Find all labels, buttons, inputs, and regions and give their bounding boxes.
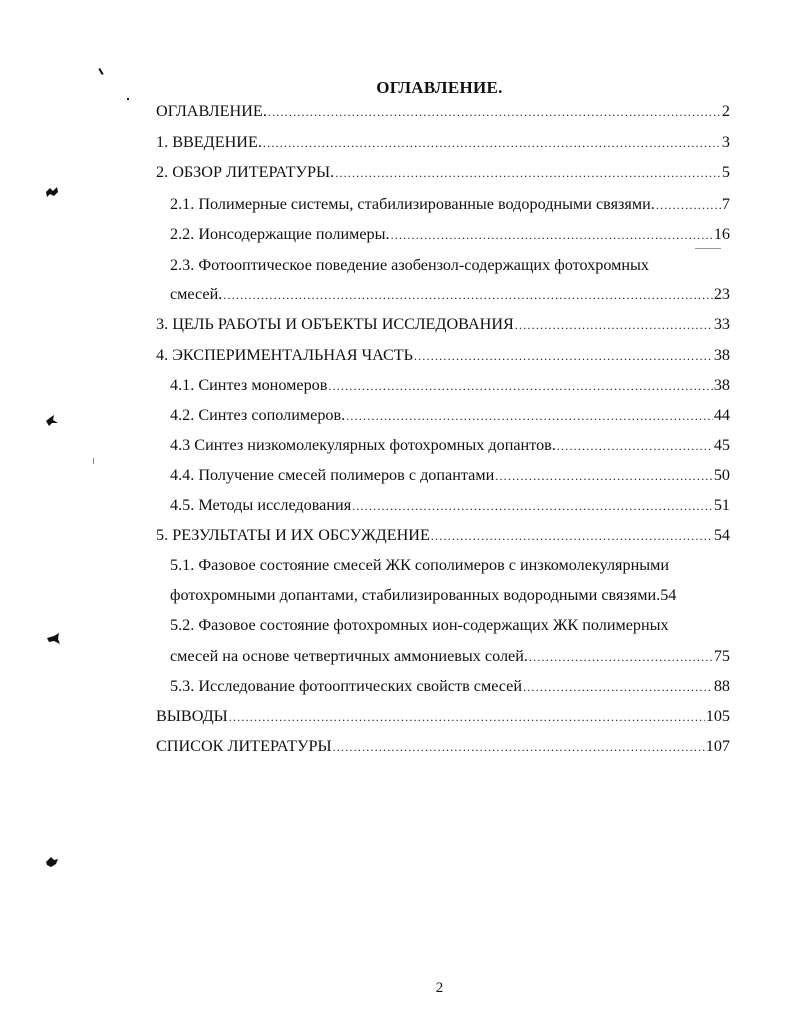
toc-entry-label: 5.2. Фазовое состояние фотохромных ион-содержащих ЖК полимерных xyxy=(170,616,669,634)
toc-entry-label: 4.1. Синтез мономеров xyxy=(170,376,328,394)
toc-entry-label: 4. ЭКСПЕРИМЕНТАЛЬНАЯ ЧАСТЬ xyxy=(156,346,413,364)
toc-entry-page: 54 xyxy=(713,526,730,544)
toc-leader xyxy=(557,435,713,457)
toc-leader xyxy=(346,405,713,427)
toc-entry-label: 4.2. Синтез сополимеров. xyxy=(170,406,346,424)
toc-leader xyxy=(328,375,712,397)
toc-entry xyxy=(156,705,730,728)
scan-speck xyxy=(98,68,103,75)
page-number: 2 xyxy=(435,980,444,996)
toc-entry xyxy=(156,313,730,336)
toc-entry-page: 7 xyxy=(721,195,730,213)
toc-entry-page: 45 xyxy=(713,436,730,454)
toc-entry-label: 4.3 Синтез низкомолекулярных фотохромных допантов. xyxy=(170,436,556,454)
toc-entry xyxy=(156,524,730,547)
toc-entry-page: 38 xyxy=(713,346,730,364)
toc-entry xyxy=(170,374,730,397)
toc-leader xyxy=(335,162,721,184)
toc-entry-label: фотохромными допантами, стабилизированных водородными связями. xyxy=(170,586,661,604)
toc-entry-page: 88 xyxy=(713,677,730,695)
toc-entry-label: 4.4. Получение смесей полимеров с допантами xyxy=(170,466,495,484)
toc-entry-page: 44 xyxy=(713,406,730,424)
toc-entry-page: 107 xyxy=(705,737,730,755)
scan-blot xyxy=(46,633,62,645)
toc-title: ОГЛАВЛЕНИЕ. xyxy=(376,78,503,97)
toc-entry-label: 2.2. Ионсодержащие полимеры. xyxy=(170,225,390,243)
toc-entry xyxy=(170,404,730,427)
toc-entry-label: ОГЛАВЛЕНИЕ. xyxy=(156,102,267,120)
toc-entry-label: 4.5. Методы исследования xyxy=(170,496,352,514)
toc-entry-page: 23 xyxy=(713,285,730,303)
scan-blot xyxy=(44,414,60,426)
toc-entry-page: 75 xyxy=(713,647,730,665)
toc-leader xyxy=(523,676,713,698)
toc-entry-label: ВЫВОДЫ xyxy=(156,707,228,725)
toc-entry-label: смесей. xyxy=(170,285,223,303)
toc-leader xyxy=(268,101,721,123)
toc-entry xyxy=(156,735,730,758)
toc-entry-page: 54 xyxy=(660,586,677,604)
toc-entry-label: 2.1. Полимерные системы, стабилизированные водородными связями. xyxy=(170,195,655,213)
toc-leader xyxy=(515,314,713,336)
toc-leader xyxy=(352,495,713,517)
toc-entry xyxy=(156,100,730,123)
toc-entry xyxy=(170,645,730,668)
toc-entry-page: 51 xyxy=(713,496,730,514)
toc-leader xyxy=(495,465,713,487)
toc-entry-page: 2 xyxy=(721,102,730,120)
toc-entry xyxy=(170,494,730,517)
toc-entry-label: смесей на основе четвертичных аммониевых солей. xyxy=(170,647,528,665)
toc-entry-label: 5.3. Исследование фотооптических свойств смесей xyxy=(170,677,523,695)
toc-entry-page: 50 xyxy=(713,466,730,484)
toc-entry-label: 5.1. Фазовое состояние смесей ЖК сополимеров с инзкомолекулярными xyxy=(170,556,670,574)
toc-entry-label: СПИСОК ЛИТЕРАТУРЫ xyxy=(156,737,332,755)
toc-entry-page: 16 xyxy=(713,225,730,243)
toc-entry-label: 2.3. Фотооптическое поведение азобензол-содержащих фотохромных xyxy=(170,256,650,274)
toc-entry-page: 3 xyxy=(721,133,730,151)
toc-entry-page: 5 xyxy=(721,163,730,181)
toc-leader xyxy=(223,284,713,306)
toc-entry-page: 33 xyxy=(713,315,730,333)
toc-entry xyxy=(170,223,730,246)
toc-entry xyxy=(156,131,730,154)
toc-entry xyxy=(156,344,730,367)
toc-entry xyxy=(170,193,730,216)
toc-entry xyxy=(170,434,730,457)
toc-leader xyxy=(391,224,713,246)
toc-entry-label: 2. ОБЗОР ЛИТЕРАТУРЫ. xyxy=(156,163,335,181)
scan-blot xyxy=(44,186,60,198)
toc-leader xyxy=(263,132,721,154)
toc-entry xyxy=(170,464,730,487)
scan-speck xyxy=(93,458,94,464)
toc-entry-page: 38 xyxy=(713,376,730,394)
toc-leader xyxy=(229,706,705,728)
toc-entry xyxy=(156,161,730,184)
scan-speck xyxy=(695,248,721,249)
scan-speck xyxy=(127,98,129,100)
toc-entry-label: 5. РЕЗУЛЬТАТЫ И ИХ ОБСУЖДЕНИЕ xyxy=(156,526,430,544)
toc-entry-label: 3. ЦЕЛЬ РАБОТЫ И ОБЪЕКТЫ ИССЛЕДОВАНИЯ xyxy=(156,315,514,333)
toc-entry-page: 105 xyxy=(705,707,730,725)
toc-leader xyxy=(414,345,713,367)
toc-entry xyxy=(170,675,730,698)
toc-leader xyxy=(529,646,713,668)
toc-leader xyxy=(656,194,721,216)
scan-blot xyxy=(44,856,60,868)
toc-leader xyxy=(431,525,713,547)
toc-entry xyxy=(170,283,730,306)
toc-leader xyxy=(333,736,705,758)
toc-entry-label: 1. ВВЕДЕНИЕ. xyxy=(156,133,262,151)
toc-entry xyxy=(170,584,730,606)
